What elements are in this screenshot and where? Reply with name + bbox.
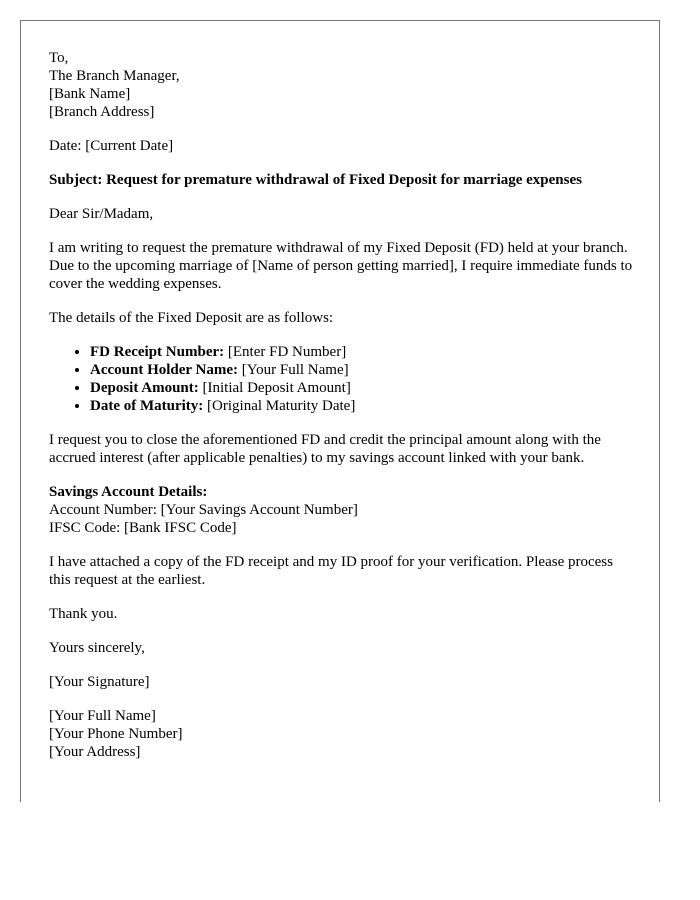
detail-value: [Initial Deposit Amount] [198,380,351,396]
thanks-line: Thank you. [49,606,118,622]
letter-page [20,20,660,802]
list-item [90,343,633,361]
detail-value: [Your Full Name] [238,362,349,378]
list-item [90,397,633,415]
list-item [90,379,633,397]
recipient-title: The Branch Manager, [49,68,180,84]
recipient-block [49,49,633,121]
closing-line: Yours sincerely, [49,640,145,656]
recipient-to: To, [49,50,69,66]
attachment-paragraph: I have attached a copy of the FD receipt and my ID proof for your verification. Please process this request at the earliest. [49,554,613,588]
detail-label: FD Receipt Number: [90,344,225,360]
savings-heading: Savings Account Details: [49,484,208,500]
savings-account-block [49,483,633,537]
savings-account-number: Account Number: [Your Savings Account Number] [49,502,358,518]
request-paragraph: I request you to close the aforementioned FD and credit the principal amount along with the accrued interest (after applicable penalties) to my savings account linked with your bank. [49,432,601,466]
recipient-bank-name: [Bank Name] [49,86,131,102]
detail-value: [Enter FD Number] [224,344,347,360]
sender-block [49,707,633,761]
signature-line: [Your Signature] [49,674,150,690]
sender-address: [Your Address] [49,744,141,760]
detail-label: Deposit Amount: [90,380,199,396]
letter-body [49,49,633,777]
detail-label: Date of Maturity: [90,398,204,414]
sender-phone: [Your Phone Number] [49,726,183,742]
intro-paragraph: I am writing to request the premature withdrawal of my Fixed Deposit (FD) held at your branch. Due to the upcoming marriage of [Name of person getting married], I require immediate funds to cover the wedding expenses. [49,240,633,292]
savings-ifsc: IFSC Code: [Bank IFSC Code] [49,520,237,536]
details-intro-paragraph: The details of the Fixed Deposit are as follows: [49,310,334,326]
detail-value: [Original Maturity Date] [203,398,356,414]
detail-label: Account Holder Name: [90,362,239,378]
list-item [90,361,633,379]
recipient-branch-address: [Branch Address] [49,104,155,120]
fd-details-list [49,343,633,415]
subject-line: Subject: Request for premature withdrawal of Fixed Deposit for marriage expenses [49,172,582,188]
date-line: Date: [Current Date] [49,138,174,154]
salutation: Dear Sir/Madam, [49,206,154,222]
sender-name: [Your Full Name] [49,708,156,724]
